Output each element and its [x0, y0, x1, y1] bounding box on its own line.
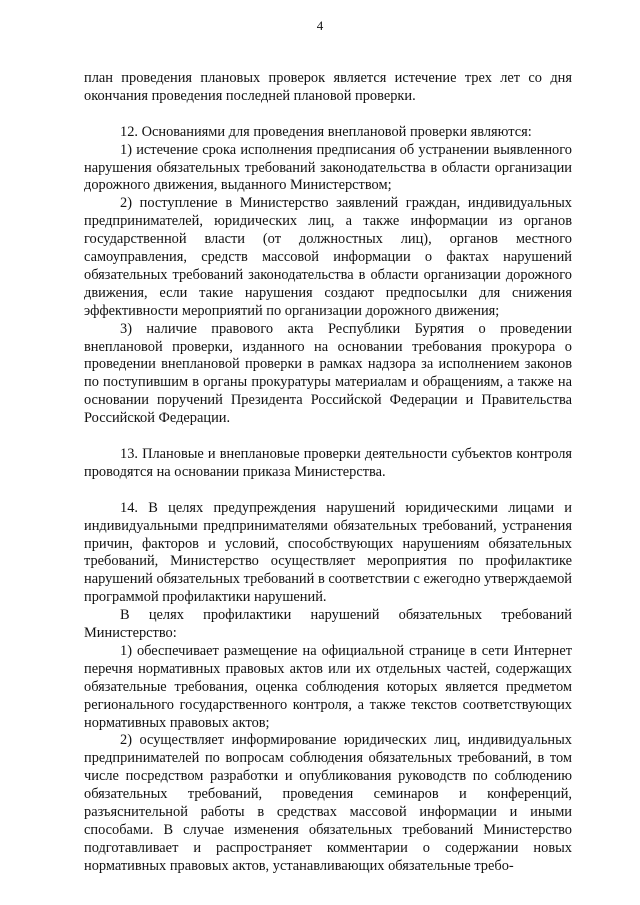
paragraph-gap — [84, 106, 572, 124]
paragraph-12-item-3: 3) наличие правового акта Республики Бурятия о проведении внеплановой проверки, изданного на основании требования прокурора о проведении внеплановой проверки в рамках надзора за исполнением законов по поступившим в органы прокуратуры материалам и обращениям, а также на основании поручений Президента Российской Федерации и Правительства Российской Федерации. — [84, 320, 572, 427]
paragraph-14-item-2: 2) осуществляет информирование юридических лиц, индивидуальных предпринимателей по вопросам соблюдения обязательных требований, в том числе посредством разработки и опубликования руководств по соблюдению обязательных требований, проведения семинаров и конференций, разъяснительной работы в средствах массовой информации и иными способами. В случае изменения обязательных требований Министерство подготавливает и распространяет комментарии о содержании новых нормативных правовых актов, устанавливающих обязательные требо- — [84, 732, 572, 874]
paragraph-14-item-1: 1) обеспечивает размещение на официальной странице в сети Интернет перечня нормативных правовых актов или их отдельных частей, содержащих обязательные требования, оценка соблюдения которых является предметом регионального государственного контроля, а также текстов соответствующих нормативных правовых актов; — [84, 642, 572, 731]
page-number: 4 — [316, 18, 324, 33]
paragraph-14: 14. В целях предупреждения нарушений юридическими лицами и индивидуальными предпринимателями обязательных требований, устранения причин, факторов и условий, способствующих нарушениям обязательных требований, Министерство осуществляет мероприятия по профилактике нарушений обязательных требований в соответствии с ежегодно утверждаемой программой профилактики нарушений. — [84, 499, 572, 606]
paragraph-12-heading: 12. Основаниями для проведения внеплановой проверки являются: — [120, 123, 532, 140]
paragraph-13: 13. Плановые и внеплановые проверки деятельности субъектов контроля проводятся на основании приказа Министерства. — [84, 446, 572, 480]
paragraph-12-item-1: 1) истечение срока исполнения предписания об устранении выявленного нарушения обязательных требований законодательства в области организации дорожного движения, выданного Министерством; — [84, 141, 572, 194]
paragraph-14-intro: В целях профилактики нарушений обязательных требований Министерство: — [84, 607, 572, 642]
paragraph-gap — [84, 428, 572, 446]
paragraph-continuation: план проведения плановых проверок является истечение трех лет со дня окончания проведения последней плановой проверки. — [84, 70, 572, 104]
paragraph-12-item-2: 2) поступление в Министерство заявлений граждан, индивидуальных предпринимателей, юридических лиц, а также информации из органов государственной власти (от должностных лиц), органов местного самоуправления, средств массовой информации о фактах нарушений обязательных требований законодательства в области организации дорожного движения, если такие нарушения создают предпосылки для снижения эффективности мероприятий по организации дорожного движения; — [84, 195, 572, 319]
paragraph-gap — [84, 482, 572, 500]
document-body — [84, 70, 572, 876]
